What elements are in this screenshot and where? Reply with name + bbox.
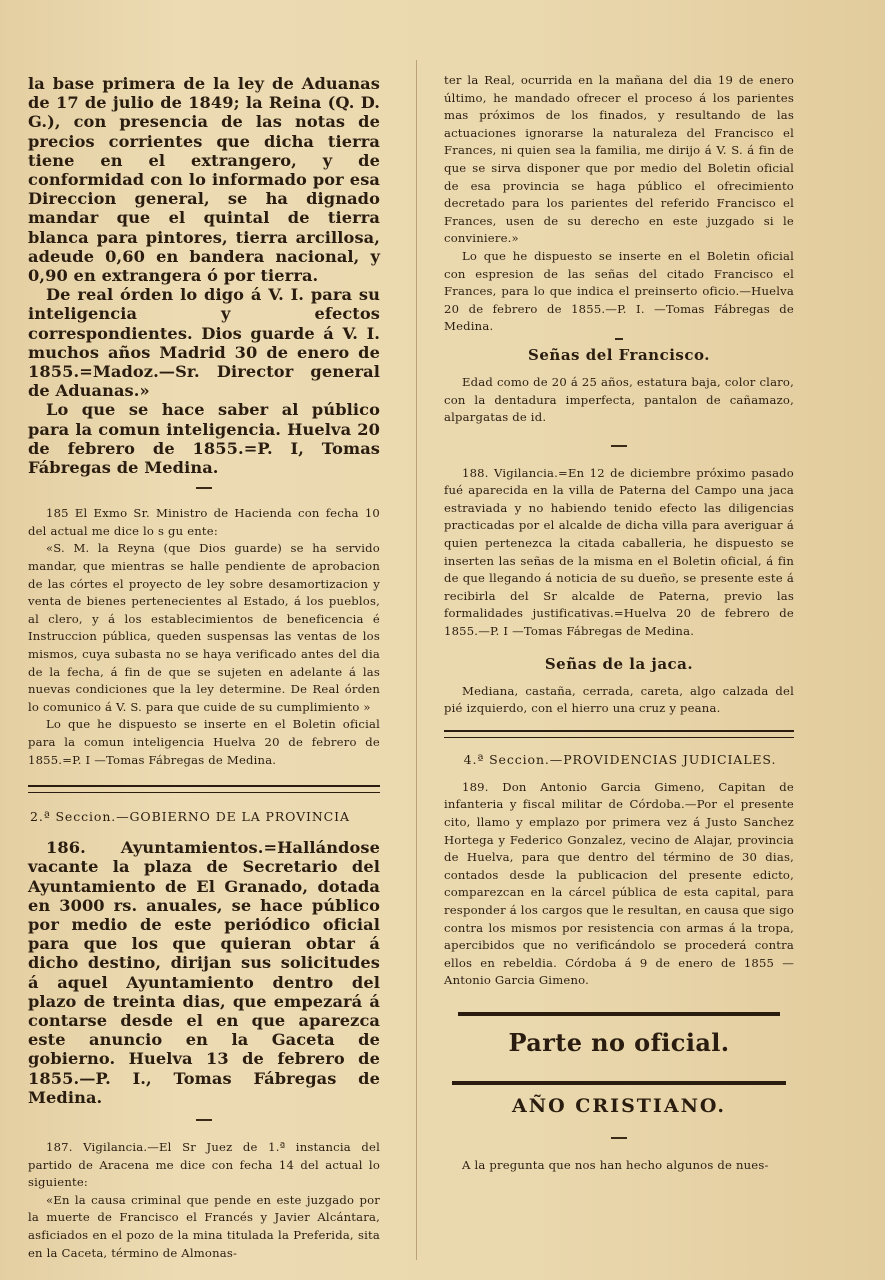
right-paragraph-5: Mediana, castaña, cerrada, careta, algo calzada del pié izquierdo, con el hierro una cruz y peana. — [444, 683, 794, 716]
separator-dash — [611, 1137, 627, 1139]
section-4-heading: 4.ª Seccion.—PROVIDENCIAS JUDICIALES. — [463, 751, 777, 767]
left-paragraph-1: la base primera de la ley de Aduanas de 17 de julio de 1849; la Reina (Q. D. G.), con presencia de las notas de precios corrientes que dicha tierra tiene en el extrangero, y de conformidad con lo informado por esa Direccion general, se ha dignado mandar que el quintal de tierra blanca para pintores, tierra arcillosa, adeude 0,60 en bandera nacional, y 0,90 en extrangera ó por tierra. — [28, 74, 380, 286]
separator-dash — [611, 445, 627, 447]
left-paragraph-185-close: Lo que he dispuesto se inserte en el Boletin oficial para la comun inteligencia Huelva 20 de febrero de 1855.=P. I —Tomas Fábregas de Medina. — [28, 717, 380, 767]
right-paragraph-7: A la pregunta que nos han hecho algunos de nues- — [462, 1157, 769, 1172]
left-paragraph-185-quote: «S. M. la Reyna (que Dios guarde) se ha servido mandar, que mientras se halle pendiente de aprobacion de las córtes el proyecto de ley sobre desamortizacion y venta de bienes pertenecientes al Estado, á los pueblos, al clero, y á los establecimientos de beneficencia é Instruccion pública, queden suspensas las ventas de los mismos, cuya subasta no se haya verificado antes del dia de la fecha, á fin de que se sujeten en adelante á las nuevas condiciones que la ley determine. De Real órden lo comunico á V. S. para que cuide de su cumplimiento » — [28, 541, 380, 714]
double-rule — [28, 785, 380, 793]
left-paragraph-186: 186. Ayuntamientos.=Hallándose vacante la plaza de Secretario del Ayuntamiento de El Granado, dotada en 3000 rs. anuales, se hace público por medio de este periódico oficial para que los que quieran obtar á dicho destino, dirijan sus solicitudes á aquel Ayuntamiento dentro del plazo de treinta dias, que empezará á contarse desde el en que aparezca este anuncio en la Gaceta de gobierno. Huelva 13 de febrero de 1855.—P. I., Tomas Fábregas de Medina. — [28, 838, 380, 1107]
separator-dash — [615, 338, 623, 340]
right-paragraph-2: Lo que he dispuesto se inserte en el Boletin oficial con espresion de las señas del citado Francisco el Frances, para lo que indica el preinserto oficio.—Huelva 20 de febrero de 1855.—P. I. —Tomas Fábregas de Medina. — [444, 248, 794, 334]
thick-rule — [458, 1012, 780, 1016]
right-paragraph-3: Edad como de 20 á 25 años, estatura baja, color claro, con la dentadura imperfecta, pantalon de cañamazo, alpargatas de id. — [444, 374, 794, 425]
right-paragraph-189: 189. Don Antonio Garcia Gimeno, Capitan de infanteria y fiscal militar de Córdoba.—Por el presente cito, llamo y emplazo por primera vez á Justo Sanchez Hortega y Federico Gonzalez, vecino de Alajar, provincia de Huelva, para que dentro del término de 30 dias, contados desde la publicacion del presente edicto, comparezcan en la cárcel pública de esta capital, para responder á los cargos que le resultan, en causa que sigo contra los mismos por resistencia con armas á la tropa, apercibidos que no verificándolo se procederá contra ellos en rebeldia. Córdoba á 9 de enero de 1855 —Antonio Garcia Gimeno. — [444, 779, 794, 988]
title-ano-cristiano: AÑO CRISTIANO. — [512, 1094, 726, 1117]
left-paragraph-3: Lo que se hace saber al público para la comun inteligencia. Huelva 20 de febrero de 1855.=P. I, Tomas Fábregas de Medina. — [28, 400, 380, 478]
right-paragraph-1: ter la Real, ocurrida en la mañana del dia 19 de enero último, he mandado ofrecer el proceso á los parientes mas próximos de los finados, y resultando de las actuaciones ignorarse la naturaleza del Francisco el Frances, ni quien sea la familia, me dirijo á V. S. á fin de que se sirva disponer que por medio del Boletin oficial de esa provincia se haga público el ofrecimiento decretado para los parientes del referido Francisco el Frances, usen de su derecho en este juzgado si le conviniere.» — [444, 73, 794, 246]
left-paragraph-187: 187. Vigilancia.—El Sr Juez de 1.ª instancia del partido de Aracena me dice con fecha 14 del actual lo siguiente: — [28, 1140, 380, 1190]
left-paragraph-185: 185 El Exmo Sr. Ministro de Hacienda con fecha 10 del actual me dice lo s gu ente: — [28, 506, 380, 538]
column-divider — [416, 60, 417, 1260]
section-2-heading: 2.ª Seccion.—GOBIERNO DE LA PROVINCIA — [30, 809, 350, 825]
heading-senas-jaca: Señas de la jaca. — [544, 654, 694, 673]
double-rule — [444, 730, 794, 738]
right-paragraph-188: 188. Vigilancia.=En 12 de diciembre próximo pasado fué aparecida en la villa de Paterna del Campo una jaca estraviada y no habiendo tenido efecto las diligencias practicadas por el alcalde de dicha villa para averiguar á quien pertenezca la citada caballeria, he dispuesto se inserten las señas de la misma en el Boletin oficial, á fin de que llegando á noticia de su dueño, se presente este á recibirla del Sr alcalde de Paterna, previo las formalidades justificativas.=Huelva 20 de febrero de 1855.—P. I —Tomas Fábregas de Medina. — [444, 465, 794, 639]
thick-rule — [452, 1081, 786, 1085]
separator-dash — [196, 1119, 212, 1121]
left-column — [28, 72, 380, 1262]
separator-dash — [196, 487, 212, 489]
left-paragraph-187-quote: «En la causa criminal que pende en este juzgado por la muerte de Francisco el Francés y Javier Alcántara, asficiados en el pozo de la mina titulada la Preferida, sita en la Caceta, término de Almonas- — [28, 1192, 380, 1260]
heading-senas-francisco: Señas del Francisco. — [528, 345, 710, 364]
right-column — [444, 72, 794, 1175]
title-parte-no-oficial: Parte no oficial. — [508, 1027, 730, 1057]
left-paragraph-2: De real órden lo digo á V. I. para su inteligencia y efectos correspondientes. Dios guarde á V. I. muchos años Madrid 30 de enero de 1855.=Madoz.—Sr. Director general de Aduanas.» — [28, 285, 380, 401]
